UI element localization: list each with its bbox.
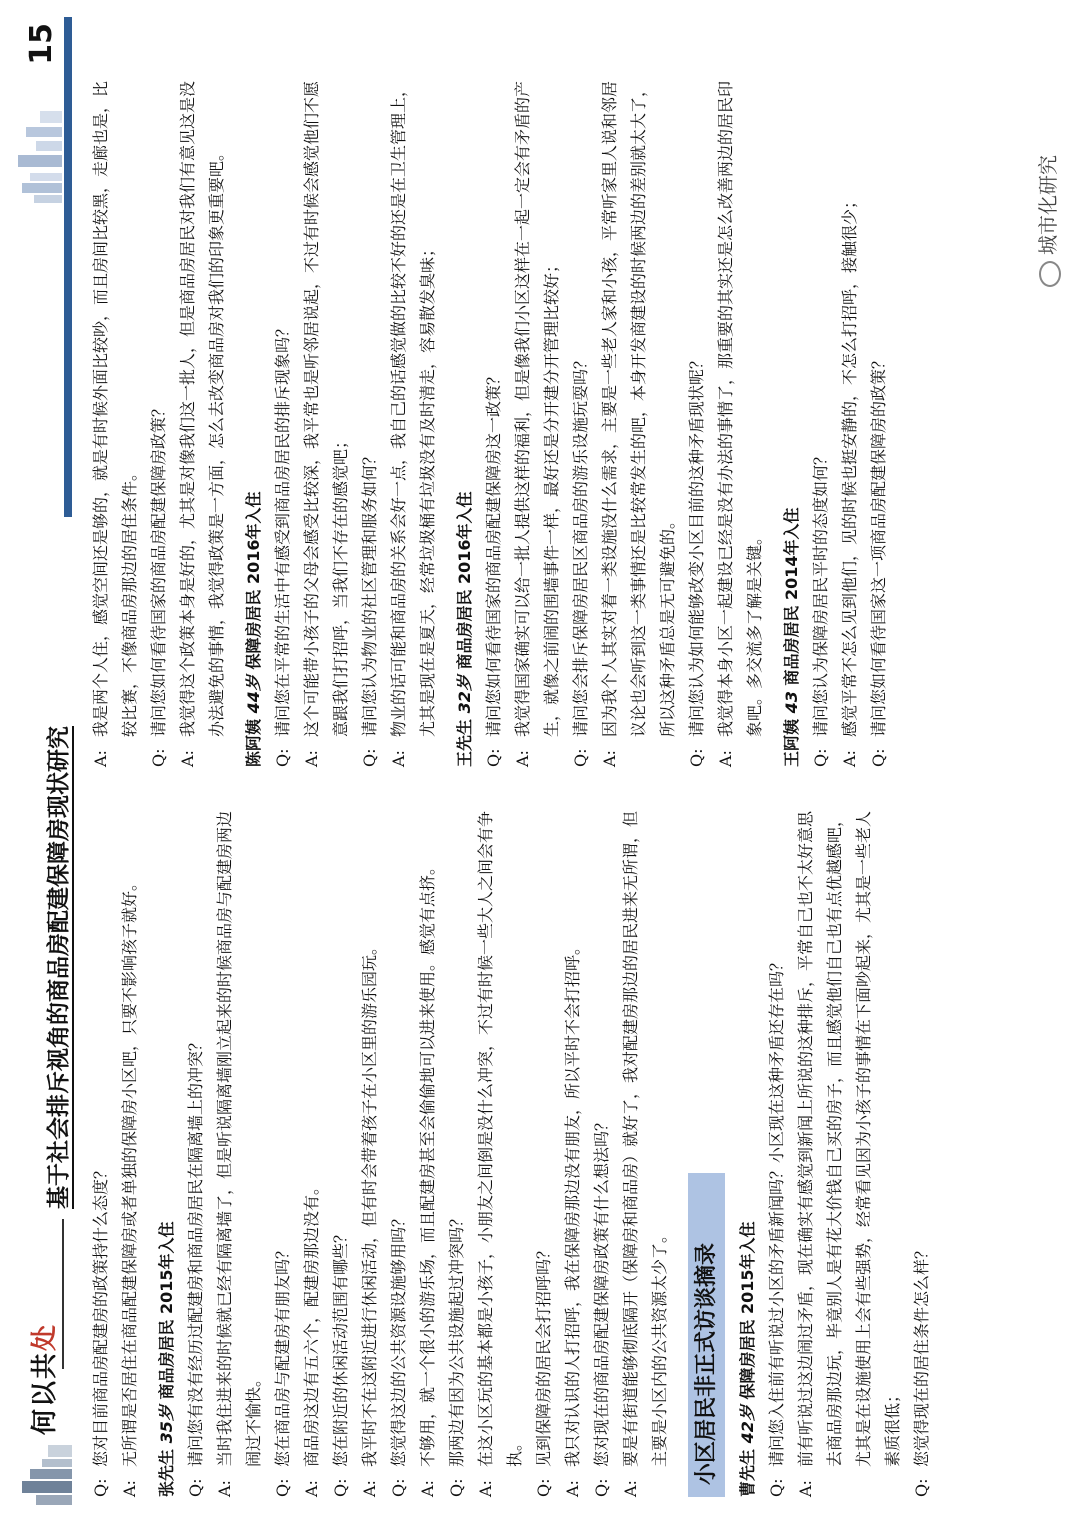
header-divider [62, 1219, 64, 1369]
qa-marker: Q: [687, 748, 706, 767]
qa-marker: Q: [571, 748, 590, 767]
qa-text: 您对目前商品房配建房的政策持什么态度？ [91, 1162, 110, 1467]
qa-marker: A: [302, 1480, 321, 1497]
qa-text: 不够用，就一个很小的游乐场，而且配建房甚至会偷偷地可以进来使用。感觉有点挤。 [418, 858, 437, 1467]
interview-question [864, 77, 893, 767]
interviewee-age: 32岁 [455, 675, 474, 714]
interviewee-desc: 保障房居民 2016年入住 [244, 491, 263, 670]
qa-text: 您觉得这边的公共资源设施够用吗？ [389, 1210, 408, 1467]
interview-answer [86, 77, 144, 767]
interview-answer [835, 77, 864, 767]
interviewee-desc: 商品房居民 2014年入住 [782, 507, 801, 686]
qa-marker: A: [621, 1480, 640, 1497]
interview-answer [471, 807, 529, 1497]
qa-text: 您在附近的休闲活动范围有哪些？ [331, 1226, 350, 1467]
building-logo-icon [16, 1439, 72, 1509]
qa-marker: A: [513, 750, 532, 767]
interview-question [587, 807, 616, 1497]
qa-text: 因为我个人其实对着一类设施没什么需求，主要是一些老人家和小孩，平常听家里人说和邻居议论也会听到这一类事情还是比较常发生的吧，本身开发商建设的时候两边的差别就太大了，所以这种矛盾总是无可避免的。 [600, 80, 677, 737]
interview-question [144, 77, 173, 767]
left-column [86, 807, 936, 1497]
interview-question [355, 77, 384, 767]
qa-text: 您对现在的商品房配建保障房政策有什么想法吗？ [592, 1114, 611, 1467]
header-blue-rule [64, 17, 72, 517]
interview-question [442, 807, 471, 1497]
qa-marker: A: [120, 1480, 139, 1497]
qa-text: 请问您会排斥保障房居民区商品房的游乐设施玩耍吗？ [571, 352, 590, 737]
qa-marker: Q: [767, 1478, 786, 1497]
qa-text: 请问您如何看待国家的商品房配建保障房这一政策？ [484, 368, 503, 737]
qa-marker: Q: [447, 1478, 466, 1497]
qa-text: 我觉得这个政策本身是好的，尤其是对像我们这一批人，但是商品房居民对我们有意见这是没办法避免的事情，我觉得政策是一方面，怎么去改变商品房对我们的印象更重要吧。 [178, 80, 226, 737]
interviewee-heading [152, 807, 181, 1497]
qa-text: 感觉平常不怎么见到他们，见的时候也挺安静的，不怎么打招呼，接触很少； [840, 192, 859, 737]
interviewee-heading [450, 77, 479, 767]
qa-marker: Q: [912, 1478, 931, 1497]
interview-question [479, 77, 508, 767]
qa-text: 我平时不在这附近进行休闲活动，但有时会带着孩子在小区里的游乐园玩。 [360, 938, 379, 1467]
page-header [16, 17, 74, 1509]
interviewee-heading [239, 77, 268, 767]
interview-question [907, 807, 936, 1497]
slogan-accent: 处 [30, 1322, 60, 1351]
interview-answer [384, 77, 442, 767]
interviewee-heading [777, 77, 806, 767]
qa-text: 请问您认为保障房居民平时的态度如何？ [811, 448, 830, 737]
qa-marker: Q: [389, 1478, 408, 1497]
interview-answer [595, 77, 682, 767]
qa-text: 当时我住进来的时候就已经有隔离墙了，但是听说隔离墙刚立起来的时候商品房与配建房两边闹过不愉快。 [215, 810, 263, 1467]
qa-marker: Q: [360, 748, 379, 767]
qa-marker: A: [360, 1480, 379, 1497]
qa-marker: Q: [331, 1478, 350, 1497]
interviewee-name: 张先生 [157, 1448, 176, 1497]
qa-text: 见到保障房的居民会打招呼吗？ [534, 1242, 553, 1467]
qa-text: 物业的话可能和商品房的关系会好一点，我自己的话感觉做的比较不好的还是在卫生管理上，尤其是现在是夏天，经常垃圾桶有垃圾没有及时清走，容易散发臭味； [389, 80, 437, 737]
qa-marker: A: [215, 1480, 234, 1497]
interviewee-age: 35岁 [157, 1405, 176, 1444]
qa-marker: Q: [811, 748, 830, 767]
qa-text: 请问您认为物业的社区管理和服务如何？ [360, 448, 379, 737]
interview-answer [297, 807, 326, 1497]
wechat-icon [1039, 261, 1061, 287]
qa-text: 那两边有因为公共设施起过冲突吗？ [447, 1210, 466, 1467]
qa-marker: Q: [534, 1478, 553, 1497]
interview-question [268, 77, 297, 767]
qa-text: 要是有街道能够彻底隔开（保障房和商品房）就好了，我对配建房那边的居民进来无所谓，但主要是小区内的公共资源太少了。 [621, 810, 669, 1467]
interviewee-age: 42岁 [738, 1405, 757, 1444]
qa-marker: A: [840, 750, 859, 767]
qa-marker: A: [302, 750, 321, 767]
interviewee-name: 王阿姨 [782, 718, 801, 767]
qa-marker: A: [418, 1480, 437, 1497]
interviewee-desc: 商品房居民 2015年入住 [157, 1221, 176, 1400]
qa-marker: A: [91, 750, 110, 767]
qa-text: 您觉得现在的居住条件怎么样？ [912, 1242, 931, 1467]
qa-marker: A: [178, 750, 197, 767]
qa-marker: A: [796, 1480, 815, 1497]
qa-marker: A: [600, 750, 619, 767]
interview-answer [115, 807, 144, 1497]
skyline-decoration-icon [14, 87, 62, 207]
interview-answer [355, 807, 384, 1497]
interview-question [268, 807, 297, 1497]
qa-text: 我觉得国家确实可以给一批人提供这样的福利，但是像我们小区这样在一起一定会有矛盾的产生，就像之前闹的围墙事件一样，最好还是分开建分开管理比较好； [513, 80, 561, 737]
qa-text: 请问您在平常的生活中有感受到商品房居民的排斥现象吗？ [273, 320, 292, 737]
qa-marker: A: [476, 1480, 495, 1497]
page-number: 15 [24, 23, 59, 65]
right-column [86, 77, 893, 767]
qa-text: 请问您如何看待国家这一项商品房配建保障房的政策？ [869, 352, 888, 737]
interview-answer [297, 77, 355, 767]
qa-text: 请问您认为如何能够改变小区目前的这种矛盾现状呢？ [687, 352, 706, 737]
interview-answer [616, 807, 674, 1497]
qa-marker: Q: [273, 748, 292, 767]
qa-text: 在这小区玩的基本都是小孩子，小朋友之间倒是没什么冲突，不过有时候一些大人之间会有争执。 [476, 810, 524, 1467]
interview-question [682, 77, 711, 767]
qa-text: 您在商品房与配建房有朋友吗？ [273, 1242, 292, 1467]
qa-text: 我是两个人住，感觉空间还是够的，就是有时候外面比较吵，而且房间比较黑，走廊也是，比较比赛，不像商品房那边的居住条件。 [91, 80, 139, 737]
interview-answer [558, 807, 587, 1497]
interview-answer [173, 77, 231, 767]
interviewee-desc: 保障房居民 2015年入住 [738, 1221, 757, 1400]
qa-text: 无所谓是否居住在商品配建保障房或者单独的保障房小区吧，只要不影响孩子就好。 [120, 874, 139, 1467]
qa-marker: Q: [149, 748, 168, 767]
qa-text: 我只对认识的人打招呼，我在保障房那边没有朋友，所以平时不会打招呼。 [563, 938, 582, 1467]
qa-text: 请问您有没有经历过配建房和商品房居民在隔离墙上的冲突？ [186, 1034, 205, 1467]
qa-marker: A: [389, 750, 408, 767]
qa-text: 请问您入住前有听说过小区的矛盾新闻吗？小区现在这种矛盾还存在吗？ [767, 954, 786, 1467]
report-title: 基于社会排斥视角的商品房配建保障房现状研究 [46, 726, 72, 1209]
qa-marker: A: [716, 750, 735, 767]
qa-text: 我觉得本身小区一起建设已经是没有办法的事情了，那重要的其实还是怎么改善两边的居民印象吧。多交流多了解是关键。 [716, 80, 764, 737]
qa-marker: Q: [91, 1478, 110, 1497]
qa-text: 商品房这边有五六个，配建房那边没有。 [302, 1178, 321, 1467]
interview-question [181, 807, 210, 1497]
qa-marker: Q: [186, 1478, 205, 1497]
interview-answer [210, 807, 268, 1497]
qa-marker: Q: [273, 1478, 292, 1497]
qa-text: 前有听说过这边闹过矛盾，现在确实有感觉到新闻上所说的这种排斥，平常自己也不太好意思去商品房那边玩，毕竟别人是有花大价钱自己买的房子，而且感觉他们自己也有点优越感吧，尤其是在设施使用上会有些强势，经常看见因为小孩子的事情在下面吵起来，尤其是一些老人素质很低； [796, 810, 902, 1467]
interview-question [806, 77, 835, 767]
section-heading: 小区居民非正式访谈摘录 [688, 1173, 725, 1497]
qa-marker: Q: [592, 1478, 611, 1497]
qa-marker: Q: [869, 748, 888, 767]
qa-marker: A: [563, 1480, 582, 1497]
watermark [1032, 155, 1061, 287]
interviewee-name: 曹先生 [738, 1448, 757, 1497]
slogan-main: 何以共 [30, 1350, 60, 1435]
interview-answer [508, 77, 566, 767]
interview-question [762, 807, 791, 1497]
interviewee-desc: 商品房居民 2016年入住 [455, 491, 474, 670]
watermark-text: 城市化研究 [1036, 155, 1060, 255]
interview-question [529, 807, 558, 1497]
interview-question [384, 807, 413, 1497]
interviewee-name: 王先生 [455, 718, 474, 767]
interview-question [326, 807, 355, 1497]
interviewee-age: 43 [782, 691, 801, 714]
interviewee-name: 陈阿姨 [244, 718, 263, 767]
qa-text: 这个可能带小孩子的父母会感受比较深，我平常也是听邻居说起，不过有时候会感觉他们不愿意跟我们打招呼，当我们不存在的感觉吧； [302, 80, 350, 737]
interview-answer [711, 77, 769, 767]
qa-text: 请问您如何看待国家的商品房配建保障房政策？ [149, 400, 168, 737]
interviewee-age: 44岁 [244, 675, 263, 714]
interview-answer [791, 807, 907, 1497]
interviewee-heading [733, 807, 762, 1497]
interview-answer [413, 807, 442, 1497]
slogan [24, 1323, 61, 1435]
interview-question [566, 77, 595, 767]
interview-question [86, 807, 115, 1497]
qa-marker: Q: [484, 748, 503, 767]
